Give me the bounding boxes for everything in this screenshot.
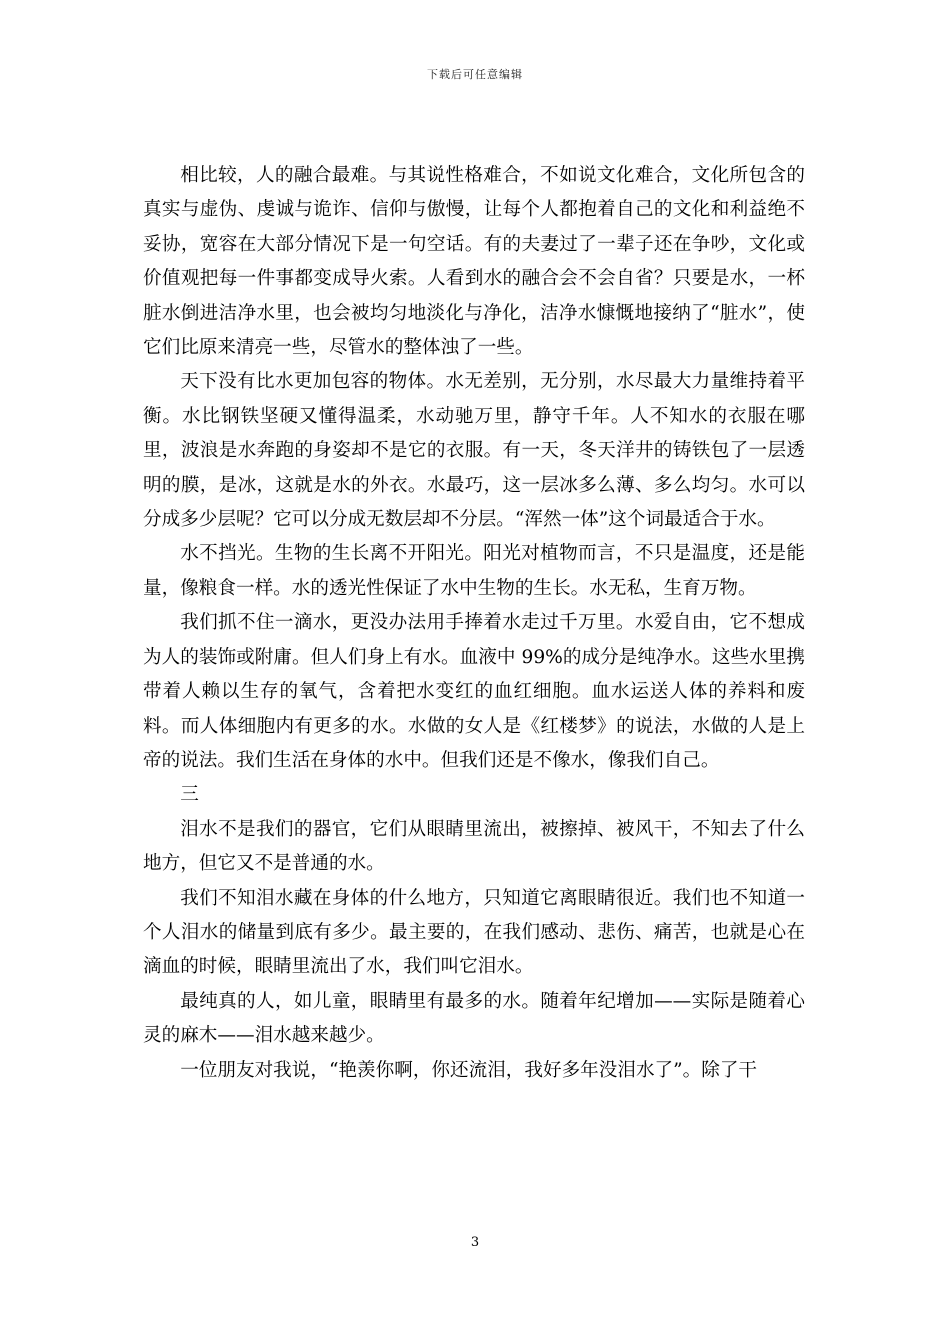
paragraph-7: 最纯真的人，如儿童，眼睛里有最多的水。随着年纪增加——实际是随着心灵的麻木——泪水越来越少。 — [143, 990, 805, 1047]
paragraph-4: 我们抓不住一滴水，更没办法用手捧着水走过千万里。水爱自由，它不想成为人的装饰或附庸。但人们身上有水。血液中 99%的成分是纯净水。这些水里携带着人赖以生存的氧气，含着把水变红的血红细胞。血水运送人体的养料和废料。而人体细胞内有更多的水。水做的女人是《红楼梦》的说法，水做的人是上帝的说法。我们生活在身体的水中。但我们还是不像水，像我们自己。 — [143, 612, 805, 771]
document-body — [143, 159, 805, 1088]
paragraph-5: 泪水不是我们的器官，它们从眼睛里流出，被擦掉、被风干，不知去了什么地方，但它又不是普通的水。 — [143, 818, 805, 875]
paragraph-8: 一位朋友对我说，“艳羡你啊，你还流泪，我好多年没泪水了”。除了干 — [180, 1059, 758, 1081]
paragraph-1: 相比较，人的融合最难。与其说性格难合，不如说文化难合，文化所包含的真实与虚伪、虔诚与诡诈、信仰与傲慢，让每个人都抱着自己的文化和利益绝不妥协，宽容在大部分情况下是一句空话。有的夫妻过了一辈子还在争吵，文化或价值观把每一件事都变成导火索。人看到水的融合会不会自省？只要是水，一杯脏水倒进洁净水里，也会被均匀地淡化与净化，洁净水慷慨地接纳了“脏水”，使它们比原来清亮一些，尽管水的整体浊了一些。 — [143, 165, 805, 359]
paragraph-6: 我们不知泪水藏在身体的什么地方，只知道它离眼睛很近。我们也不知道一个人泪水的储量到底有多少。最主要的，在我们感动、悲伤、痛苦，也就是心在滴血的时候，眼睛里流出了水，我们叫它泪水。 — [143, 887, 805, 978]
paragraph-3: 水不挡光。生物的生长离不开阳光。阳光对植物而言，不只是温度，还是能量，像粮食一样。水的透光性保证了水中生物的生长。水无私，生育万物。 — [143, 543, 805, 599]
section-heading: 三 — [180, 784, 199, 806]
page-header: 下载后可任意编辑 — [427, 68, 523, 81]
page-number: 3 — [470, 1235, 480, 1250]
paragraph-2: 天下没有比水更加包容的物体。水无差别，无分别，水尽最大力量维持着平衡。水比钢铁坚硬又懂得温柔，水动驰万里，静守千年。人不知水的衣服在哪里，波浪是水奔跑的身姿却不是它的衣服。有一天，冬天洋井的铸铁包了一层透明的膜，是冰，这就是水的外衣。水最巧，这一层冰多么薄、多么均匀。水可以分成多少层呢？它可以分成无数层却不分层。“浑然一体”这个词最适合于水。 — [143, 371, 805, 531]
